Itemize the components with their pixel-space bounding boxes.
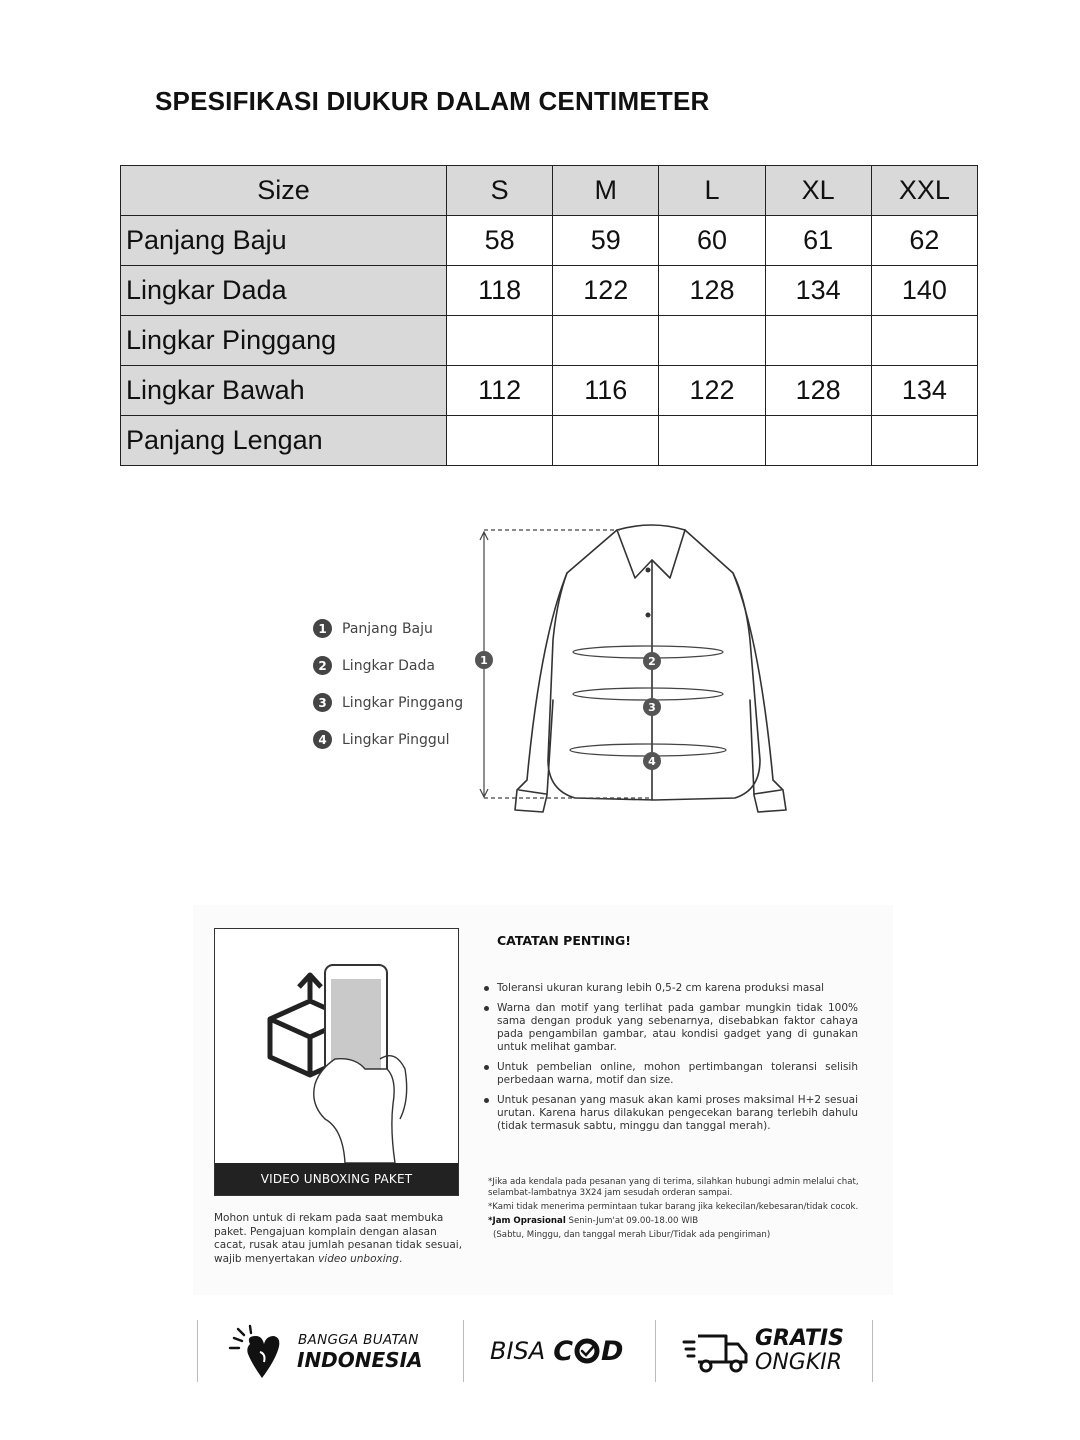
table-cell: 134 <box>765 266 871 316</box>
table-cell: 140 <box>871 266 977 316</box>
table-row <box>121 216 978 266</box>
badge-divider <box>463 1320 464 1382</box>
legend-label: Panjang Baju <box>342 620 433 637</box>
marker-1-label: 1 <box>480 654 488 667</box>
made-in-indonesia-line2: INDONESIA <box>297 1348 423 1372</box>
row-label: Lingkar Bawah <box>121 366 447 416</box>
unboxing-desc-emphasis: video unboxing <box>318 1252 399 1265</box>
note-item: Toleransi ukuran kurang lebih 0,5-2 cm karena produksi masal <box>483 982 858 995</box>
table-cell <box>765 316 871 366</box>
table-cell <box>553 416 659 466</box>
unboxing-card <box>214 928 459 1196</box>
footnote: *Kami tidak menerima permintaan tukar barang jika kekecilan/kebesaran/tidak cocok. <box>488 1202 859 1212</box>
table-cell <box>553 316 659 366</box>
legend-label: Lingkar Pinggang <box>342 694 464 711</box>
legend-number: 1 <box>313 619 332 638</box>
notes-list <box>483 982 858 1140</box>
table-cell: 58 <box>447 216 553 266</box>
table-cell: 128 <box>659 266 765 316</box>
header-cell: L <box>659 166 765 216</box>
table-cell <box>765 416 871 466</box>
free-shipping-line1: GRATIS <box>755 1326 844 1351</box>
page-title: SPESIFIKASI DIUKUR DALAM CENTIMETER <box>155 86 710 116</box>
header-cell: Size <box>121 166 447 216</box>
table-cell: 128 <box>765 366 871 416</box>
table-row <box>121 316 978 366</box>
legend-label: Lingkar Pinggul <box>342 731 450 748</box>
operating-hours <box>488 1216 878 1227</box>
hours-label: *Jam Oprasional <box>488 1216 566 1226</box>
note-item: Untuk pesanan yang masuk akan kami proses maksimal H+2 sesuai urutan. Karena harus dilakukan pengecekan barang terlebih dahulu (tidak termasuk sabtu, minggu dan tanggal merah). <box>483 1094 858 1133</box>
size-table <box>120 165 978 466</box>
cod-badge <box>490 1336 623 1366</box>
table-row <box>121 366 978 416</box>
badge-divider <box>655 1320 656 1382</box>
table-cell <box>659 416 765 466</box>
unboxing-desc-text: Mohon untuk di rekam pada saat membuka paket. Pengajuan komplain dengan alasan cacat, rusak atau jumlah pesanan tidak sesuai, wajib menyertakan <box>214 1212 463 1265</box>
shirt-measurement-diagram <box>300 515 800 835</box>
button-dot <box>646 568 651 573</box>
marker-2-label: 2 <box>648 655 656 668</box>
table-cell <box>871 416 977 466</box>
table-row <box>121 266 978 316</box>
row-label: Panjang Baju <box>121 216 447 266</box>
unboxing-desc-end: . <box>398 1252 403 1265</box>
service-badges <box>197 1320 873 1382</box>
unboxing-description <box>214 1212 464 1266</box>
table-cell: 116 <box>553 366 659 416</box>
header-cell: XL <box>765 166 871 216</box>
table-cell <box>447 416 553 466</box>
notes-title: CATATAN PENTING! <box>497 933 631 948</box>
table-cell: 118 <box>447 266 553 316</box>
legend-label: Lingkar Dada <box>342 657 435 674</box>
cod-strong-c: C <box>553 1335 574 1367</box>
row-label: Panjang Lengan <box>121 416 447 466</box>
marker-3-label: 3 <box>648 701 656 714</box>
table-cell: 122 <box>659 366 765 416</box>
button-dot <box>646 613 651 618</box>
legend-number: 4 <box>313 730 332 749</box>
table-cell <box>871 316 977 366</box>
table-cell <box>447 316 553 366</box>
unboxing-phone-illustration <box>215 929 458 1163</box>
table-cell: 61 <box>765 216 871 266</box>
note-item: Warna dan motif yang terlihat pada gambar mungkin tidak 100% sama dengan produk yang sebenarnya, disebabkan faktor cahaya pada pengambilan gambar, atau kondisi gadget yang di gunakan untuk melihat gambar. <box>483 1002 858 1054</box>
table-cell: 122 <box>553 266 659 316</box>
header-cell: XXL <box>871 166 977 216</box>
table-cell: 60 <box>659 216 765 266</box>
row-label: Lingkar Pinggang <box>121 316 447 366</box>
unboxing-label: VIDEO UNBOXING PAKET <box>215 1163 458 1195</box>
header-cell: M <box>553 166 659 216</box>
check-circle-icon <box>574 1338 600 1364</box>
legend-number: 3 <box>313 693 332 712</box>
header-cell: S <box>447 166 553 216</box>
table-cell <box>659 316 765 366</box>
footnote: *Jika ada kendala pada pesanan yang di terima, silahkan hubungi admin melalui chat, selambat-lambatnya 3X24 jam sesudah orderan sampai. <box>488 1177 859 1198</box>
table-cell: 62 <box>871 216 977 266</box>
table-cell: 59 <box>553 216 659 266</box>
cod-strong-d: D <box>601 1335 624 1367</box>
hours-note: (Sabtu, Minggu, dan tanggal merah Libur/Tidak ada pengiriman) <box>493 1230 771 1240</box>
made-in-indonesia-line1: BANGGA BUATAN <box>298 1332 419 1348</box>
table-cell: 134 <box>871 366 977 416</box>
delivery-truck-icon <box>682 1330 750 1374</box>
table-header-row <box>121 166 978 216</box>
heart-hand-icon <box>228 1324 288 1380</box>
hours-value: Senin-Jum'at 09.00-18.00 WIB <box>565 1216 699 1226</box>
free-shipping-line2: ONGKIR <box>755 1350 843 1375</box>
marker-4-label: 4 <box>648 755 656 768</box>
row-label: Lingkar Dada <box>121 266 447 316</box>
cod-prefix: BISA <box>490 1337 546 1365</box>
table-cell: 112 <box>447 366 553 416</box>
legend-number: 2 <box>313 656 332 675</box>
footnotes <box>488 1177 878 1244</box>
table-row <box>121 416 978 466</box>
note-item: Untuk pembelian online, mohon pertimbangan toleransi selisih perbedaan warna, motif dan size. <box>483 1061 858 1087</box>
